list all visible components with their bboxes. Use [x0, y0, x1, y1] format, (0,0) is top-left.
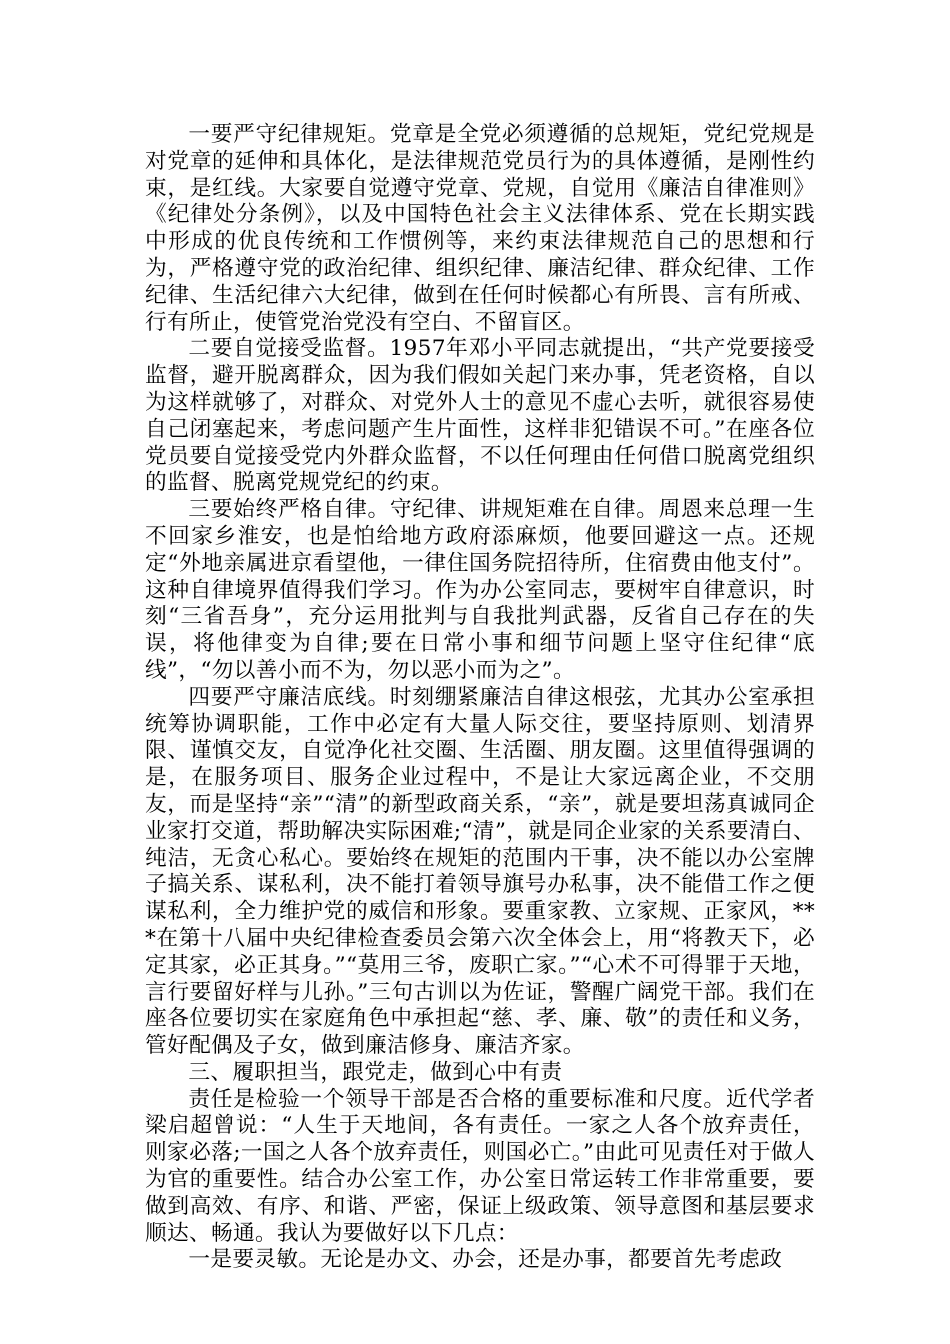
- paragraph-self-discipline: 三要始终严格自律。守纪律、讲规矩难在自律。周恩来总理一生不回家乡淮安，也是怕给地方政府添麻烦，他要回避这一点。还规定“外地亲属进京看望他，一律住国务院招待所，住宿费由他支付”。这种自律境界值得我们学习。作为办公室同志，要树牢自律意识，时刻“三省吾身”，充分运用批判与自我批判武器，反省自己存在的失误，将他律变为自律;要在日常小事和细节问题上坚守住纪律“底线”，“勿以善小而不为，勿以恶小而为之”。: [145, 497, 815, 683]
- paragraph-responsibility-standard: 责任是检验一个领导干部是否合格的重要标准和尺度。近代学者梁启超曾说：“人生于天地间，各有责任。一家之人各个放弃责任，则家必落;一国之人各个放弃责任，则国必亡。”由此可见责任对于做人为官的重要性。结合办公室工作，办公室日常运转工作非常重要，要做到高效、有序、和谐、严密，保证上级政策、领导意图和基层要求顺达、畅通。我认为要做好以下几点：: [145, 1086, 815, 1246]
- section-heading-responsibility: 三、履职担当，跟党走，做到心中有责: [188, 1059, 563, 1085]
- document-body: [145, 122, 815, 1274]
- paragraph-accept-supervision: 二要自觉接受监督。1957年邓小平同志就提出，“共产党要接受监督，避开脱离群众，因为我们假如关起门来办事，凭老资格，自以为这样就够了，对群众、对党外人士的意见不虚心去听，就很容易使自己闭塞起来，考虑问题产生片面性，这样非犯错误不可。”在座各位党员要自觉接受党内外群众监督，不以任何理由任何借口脱离党组织的监督、脱离党规党纪的约束。: [145, 336, 815, 496]
- paragraph-be-agile: 一是要灵敏。无论是办文、办会，还是办事，都要首先考虑政: [188, 1247, 783, 1273]
- paragraph-integrity-bottom-line: 四要严守廉洁底线。时刻绷紧廉洁自律这根弦，尤其办公室承担统筹协调职能，工作中必定有大量人际交往，要坚持原则、划清界限、谨慎交友，自觉净化社交圈、生活圈、朋友圈。这里值得强调的是，在服务项目、服务企业过程中，不是让大家远离企业，不交朋友，而是坚持“亲”“清”的新型政商关系，“亲”，就是要坦荡真诚同企业家打交道，帮助解决实际困难;“清”，就是同企业家的关系要清白、纯洁，无贪心私心。要始终在规矩的范围内干事，决不能以办公室牌子搞关系、谋私利，决不能打着领导旗号办私事，决不能借工作之便谋私利，全力维护党的威信和形象。要重家教、立家规、正家风，***在第十八届中央纪律检查委员会第六次全体会上，用“将教天下，必定其家，必正其身。”“莫用三爷，废职亡家。”“心术不可得罪于天地，言行要留好样与儿孙。”三句古训以为佐证，警醒广阔党干部。我们在座各位要切实在家庭角色中承担起“慈、孝、廉、敬”的责任和义务，管好配偶及子女，做到廉洁修身、廉洁齐家。: [145, 684, 815, 1059]
- paragraph-discipline-rules: 一要严守纪律规矩。党章是全党必须遵循的总规矩，党纪党规是对党章的延伸和具体化，是法律规范党员行为的具体遵循，是刚性约束，是红线。大家要自觉遵守党章、党规，自觉用《廉洁自律准则》《纪律处分条例》，以及中国特色社会主义法律体系、党在长期实践中形成的优良传统和工作惯例等，来约束法律规范自己的思想和行为，严格遵守党的政治纪律、组织纪律、廉洁纪律、群众纪律、工作纪律、生活纪律六大纪律，做到在任何时候都心有所畏、言有所戒、行有所止，使管党治党没有空白、不留盲区。: [145, 122, 815, 335]
